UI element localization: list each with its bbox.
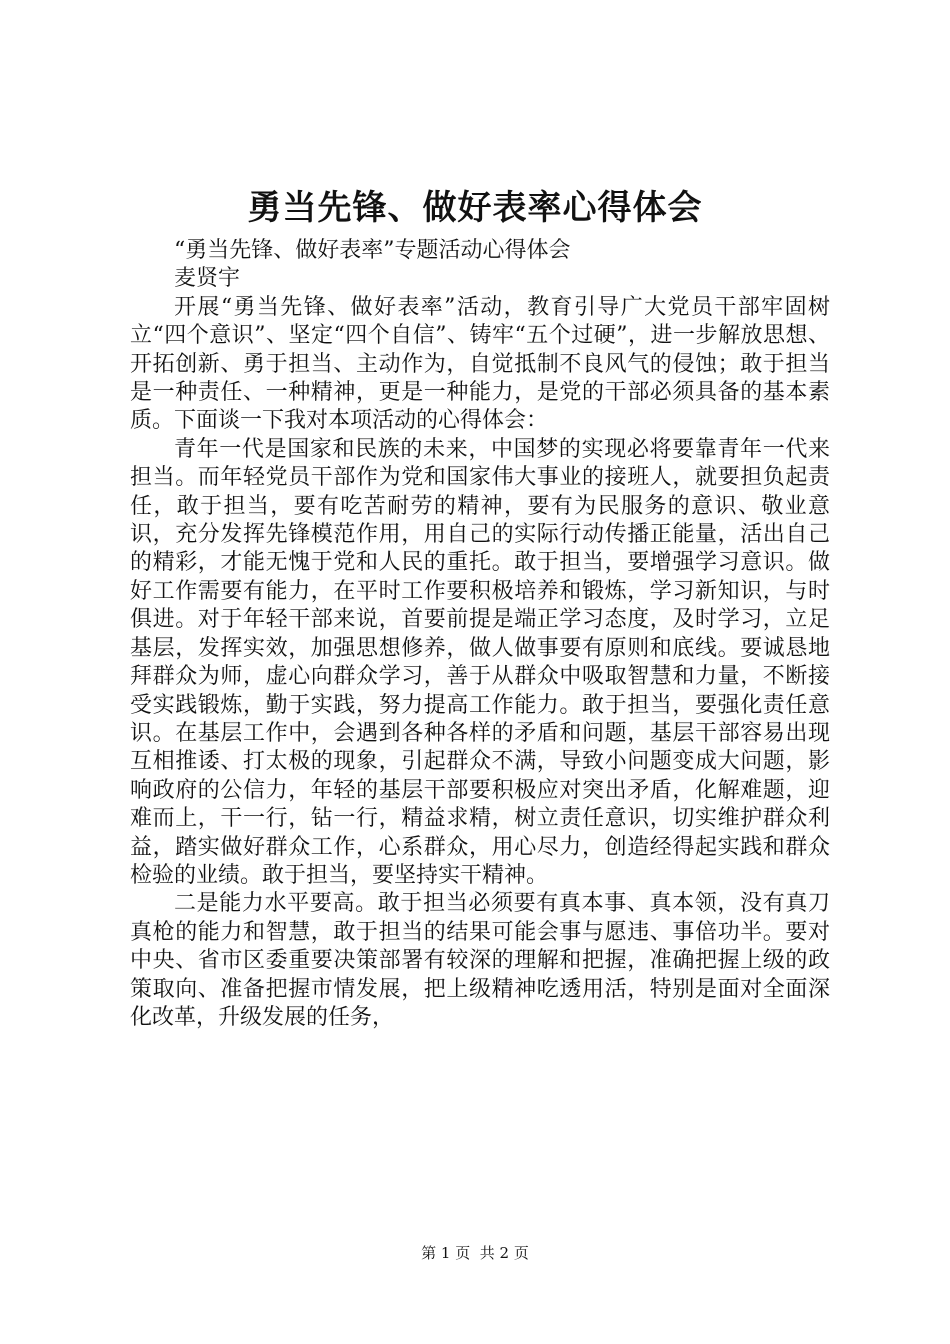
page-footer [0, 1243, 950, 1263]
document-author: 麦贤宇 [174, 266, 241, 292]
page-number-label: 第 1 页 共 2 页 [421, 1244, 529, 1262]
paragraph: 二是能力水平要高。敢于担当必须要有真本事、真本领，没有真刀真枪的能力和智慧，敢于担当的结果可能会事与愿违、事倍功半。要对中央、省市区委重要决策部署有较深的理解和把握，准确把握上级的政策取向、准备把握市情发展，把上级精神吃透用活，特别是面对全面深化改革，升级发展的任务， [130, 891, 830, 1030]
document-subtitle: “勇当先锋、做好表率”专题活动心得体会 [174, 238, 571, 263]
paragraph: 青年一代是国家和民族的未来，中国梦的实现必将要靠青年一代来担当。而年轻党员干部作为党和国家伟大事业的接班人，就要担负起责任，敢于担当，要有吃苦耐劳的精神，要有为民服务的意识、敬业意识，充分发挥先锋模范作用，用自己的实际行动传播正能量，活出自己的精彩，才能无愧于党和人民的重托。敢于担当，要增强学习意识。做好工作需要有能力，在平时工作要积极培养和锻炼，学习新知识，与时俱进。对于年轻干部来说，首要前提是端正学习态度，及时学习，立足基层，发挥实效，加强思想修养，做人做事要有原则和底线。要诚恳地拜群众为师，虚心向群众学习，善于从群众中吸取智慧和力量，不断接受实践锻炼，勤于实践，努力提高工作能力。敢于担当，要强化责任意识。在基层工作中，会遇到各种各样的矛盾和问题，基层干部容易出现互相推诿、打太极的现象，引起群众不满，导致小问题变成大问题，影响政府的公信力，年轻的基层干部要积极应对突出矛盾，化解难题，迎难而上，干一行，钻一行，精益求精，树立责任意识，切实维护群众利益，踏实做好群众工作，心系群众，用心尽力，创造经得起实践和群众检验的业绩。敢于担当，要坚持实干精神。 [130, 436, 830, 888]
document-body [130, 237, 830, 1032]
paragraph: 开展“勇当先锋、做好表率”活动，教育引导广大党员干部牢固树立“四个意识”、坚定“四个自信”、铸牢“五个过硬”，进一步解放思想、开拓创新、勇于担当、主动作为，自觉抵制不良风气的侵蚀；敢于担当是一种责任、一种精神，更是一种能力，是党的干部必须具备的基本素质。下面谈一下我对本项活动的心得体会： [130, 294, 830, 434]
document-title: 勇当先锋、做好表率心得体会 [247, 188, 703, 228]
